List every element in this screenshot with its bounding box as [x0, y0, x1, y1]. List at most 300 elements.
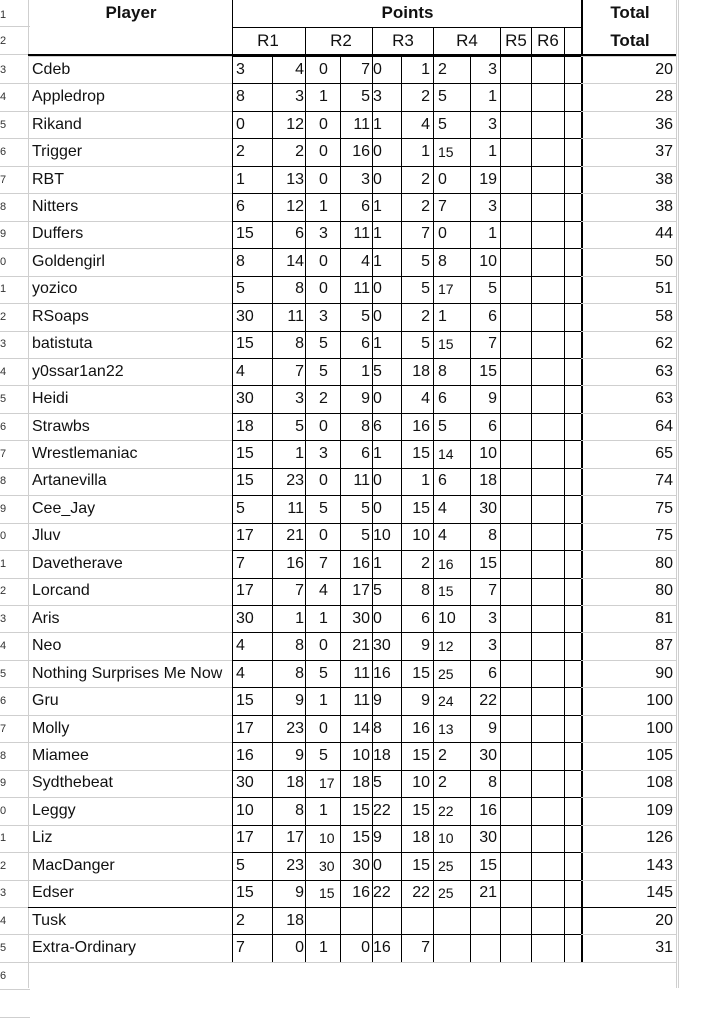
score-cell[interactable]: 5	[488, 280, 497, 298]
total-cell[interactable]: 36	[655, 115, 673, 133]
score-cell[interactable]: 1	[319, 692, 328, 710]
score-cell[interactable]: 11	[287, 499, 304, 517]
score-cell[interactable]: 8	[438, 362, 447, 380]
score-cell[interactable]: 0	[319, 170, 328, 188]
score-cell[interactable]: 16	[352, 554, 370, 572]
score-cell[interactable]: 15	[236, 884, 254, 902]
score-cell[interactable]: 7	[295, 362, 304, 380]
score-cell[interactable]: 10	[236, 801, 254, 819]
score-cell[interactable]: 5	[373, 582, 382, 600]
total-cell[interactable]: 143	[646, 856, 673, 874]
score-cell[interactable]: 16	[479, 801, 497, 819]
score-cell[interactable]: 9	[361, 390, 370, 408]
total-cell[interactable]: 81	[655, 609, 673, 627]
score-cell[interactable]: 5	[373, 362, 382, 380]
score-cell[interactable]: 14	[438, 446, 454, 463]
score-cell[interactable]: 23	[286, 719, 304, 737]
score-cell[interactable]: 2	[295, 143, 304, 161]
total-cell[interactable]: 65	[655, 445, 673, 463]
score-cell[interactable]: 17	[286, 829, 304, 847]
round-header-r6[interactable]: R6	[537, 31, 559, 50]
total-cell[interactable]: 37	[655, 143, 673, 161]
score-cell[interactable]: 10	[479, 252, 497, 270]
score-cell[interactable]: 1	[319, 801, 328, 819]
score-cell[interactable]: 17	[352, 582, 370, 600]
score-cell[interactable]: 10	[438, 609, 456, 627]
score-cell[interactable]: 15	[479, 856, 497, 874]
score-cell[interactable]: 0	[319, 637, 328, 655]
score-cell[interactable]: 7	[438, 197, 447, 215]
score-cell[interactable]: 3	[319, 225, 328, 243]
score-cell[interactable]: 18	[479, 472, 497, 490]
score-cell[interactable]: 4	[438, 499, 447, 517]
score-cell[interactable]: 1	[319, 197, 328, 215]
score-cell[interactable]: 3	[319, 445, 328, 463]
score-cell[interactable]: 0	[319, 252, 328, 270]
score-cell[interactable]: 5	[361, 307, 370, 325]
score-cell[interactable]: 7	[421, 939, 430, 957]
total-cell[interactable]: 108	[646, 774, 673, 792]
score-cell[interactable]: 5	[319, 746, 328, 764]
score-cell[interactable]: 5	[236, 499, 245, 517]
player-name[interactable]: yozico	[32, 280, 78, 298]
player-name[interactable]: Appledrop	[32, 88, 105, 106]
score-cell[interactable]: 23	[286, 856, 304, 874]
score-cell[interactable]: 9	[488, 719, 497, 737]
score-cell[interactable]: 3	[319, 307, 328, 325]
player-name[interactable]: Liz	[32, 829, 53, 847]
score-cell[interactable]: 0	[373, 60, 382, 78]
score-cell[interactable]: 0	[373, 390, 382, 408]
score-cell[interactable]: 7	[319, 554, 328, 572]
total-cell[interactable]: 126	[646, 829, 673, 847]
player-name[interactable]: Extra-Ordinary	[32, 939, 137, 957]
total-cell[interactable]: 105	[646, 746, 673, 764]
score-cell[interactable]: 7	[236, 939, 245, 957]
player-name[interactable]: Jluv	[32, 527, 61, 545]
player-name[interactable]: Aris	[32, 609, 60, 627]
score-cell[interactable]: 13	[438, 720, 454, 737]
score-cell[interactable]: 3	[488, 115, 497, 133]
round-header-r5[interactable]: R5	[505, 31, 527, 50]
score-cell[interactable]: 1	[373, 225, 382, 243]
score-cell[interactable]: 25	[438, 857, 454, 874]
score-cell[interactable]: 22	[373, 801, 391, 819]
score-cell[interactable]: 3	[488, 637, 497, 655]
round-header-r3[interactable]: R3	[392, 31, 414, 50]
score-cell[interactable]: 15	[412, 746, 430, 764]
score-cell[interactable]: 9	[488, 390, 497, 408]
player-name[interactable]: Cee_Jay	[32, 499, 96, 517]
score-cell[interactable]: 3	[295, 390, 304, 408]
score-cell[interactable]: 0	[236, 115, 245, 133]
total-cell[interactable]: 63	[655, 390, 673, 408]
score-cell[interactable]: 15	[319, 885, 335, 902]
score-cell[interactable]: 2	[236, 911, 245, 929]
score-cell[interactable]: 22	[438, 802, 454, 819]
score-cell[interactable]: 11	[287, 307, 304, 325]
score-cell[interactable]: 16	[286, 554, 304, 572]
score-cell[interactable]: 3	[361, 170, 370, 188]
player-name[interactable]: Artanevilla	[32, 472, 107, 490]
score-cell[interactable]: 15	[236, 225, 254, 243]
score-cell[interactable]: 6	[488, 307, 497, 325]
score-cell[interactable]: 1	[488, 143, 497, 161]
score-cell[interactable]: 0	[319, 417, 328, 435]
score-cell[interactable]: 30	[236, 390, 254, 408]
score-cell[interactable]: 17	[236, 719, 254, 737]
score-cell[interactable]: 2	[438, 746, 447, 764]
score-cell[interactable]: 8	[295, 801, 304, 819]
score-cell[interactable]: 3	[236, 60, 245, 78]
round-header-r1[interactable]: R1	[257, 31, 279, 50]
score-cell[interactable]: 16	[373, 664, 391, 682]
score-cell[interactable]: 1	[438, 307, 447, 325]
score-cell[interactable]: 30	[352, 609, 370, 627]
total-cell[interactable]: 44	[655, 225, 673, 243]
player-name[interactable]: Strawbs	[32, 417, 90, 435]
score-cell[interactable]: 10	[319, 830, 335, 847]
score-cell[interactable]: 5	[421, 252, 430, 270]
score-cell[interactable]: 5	[438, 88, 447, 106]
score-cell[interactable]: 10	[412, 527, 430, 545]
total-cell[interactable]: 100	[646, 692, 673, 710]
score-cell[interactable]: 1	[373, 335, 382, 353]
score-cell[interactable]: 8	[488, 527, 497, 545]
score-cell[interactable]: 2	[319, 390, 328, 408]
score-cell[interactable]: 1	[421, 472, 430, 490]
round-header-r2[interactable]: R2	[330, 31, 352, 50]
score-cell[interactable]: 17	[438, 281, 454, 298]
player-name[interactable]: Molly	[32, 719, 70, 737]
score-cell[interactable]: 5	[361, 88, 370, 106]
score-cell[interactable]: 0	[438, 170, 447, 188]
score-cell[interactable]: 7	[361, 60, 370, 78]
score-cell[interactable]: 6	[438, 390, 447, 408]
header-total[interactable]: Total	[610, 3, 650, 22]
score-cell[interactable]: 5	[295, 417, 304, 435]
score-cell[interactable]: 18	[352, 774, 370, 792]
score-cell[interactable]: 16	[412, 719, 430, 737]
score-cell[interactable]: 8	[361, 417, 370, 435]
player-name[interactable]: Trigger	[32, 143, 83, 161]
player-name[interactable]: Neo	[32, 637, 62, 655]
score-cell[interactable]: 4	[421, 390, 430, 408]
score-cell[interactable]: 0	[319, 60, 328, 78]
player-name[interactable]: Miamee	[32, 746, 89, 764]
total-cell[interactable]: 109	[646, 801, 673, 819]
score-cell[interactable]: 1	[421, 60, 430, 78]
score-cell[interactable]: 2	[421, 88, 430, 106]
score-cell[interactable]: 16	[236, 746, 254, 764]
score-cell[interactable]: 21	[352, 637, 370, 655]
score-cell[interactable]: 3	[488, 609, 497, 627]
score-cell[interactable]: 0	[373, 856, 382, 874]
score-cell[interactable]: 0	[319, 280, 328, 298]
score-cell[interactable]: 4	[236, 362, 245, 380]
score-cell[interactable]: 2	[421, 554, 430, 572]
score-cell[interactable]: 11	[353, 280, 370, 298]
score-cell[interactable]: 11	[353, 225, 370, 243]
score-cell[interactable]: 3	[373, 88, 382, 106]
score-cell[interactable]: 17	[236, 527, 254, 545]
score-cell[interactable]: 1	[295, 609, 304, 627]
score-cell[interactable]: 6	[488, 417, 497, 435]
score-cell[interactable]: 4	[236, 664, 245, 682]
score-cell[interactable]: 0	[373, 280, 382, 298]
score-cell[interactable]: 30	[319, 857, 335, 874]
player-name[interactable]: Edser	[32, 884, 74, 902]
total-cell[interactable]: 31	[655, 939, 673, 957]
score-cell[interactable]: 11	[353, 664, 370, 682]
score-cell[interactable]: 18	[373, 746, 391, 764]
score-cell[interactable]: 15	[412, 499, 430, 517]
player-name[interactable]: RBT	[32, 170, 64, 188]
score-cell[interactable]: 10	[373, 527, 391, 545]
player-name[interactable]: Nitters	[32, 197, 79, 215]
score-cell[interactable]: 0	[373, 499, 382, 517]
player-name[interactable]: MacDanger	[32, 856, 115, 874]
score-cell[interactable]: 5	[421, 335, 430, 353]
score-cell[interactable]: 5	[361, 527, 370, 545]
score-cell[interactable]: 11	[353, 472, 370, 490]
score-cell[interactable]: 21	[286, 527, 304, 545]
player-name[interactable]: Leggy	[32, 801, 76, 819]
score-cell[interactable]: 1	[319, 939, 328, 957]
score-cell[interactable]: 25	[438, 665, 454, 682]
score-cell[interactable]: 8	[438, 252, 447, 270]
score-cell[interactable]: 6	[295, 225, 304, 243]
score-cell[interactable]: 7	[421, 225, 430, 243]
score-cell[interactable]: 0	[319, 527, 328, 545]
score-cell[interactable]: 16	[352, 143, 370, 161]
score-cell[interactable]: 13	[286, 170, 304, 188]
score-cell[interactable]: 16	[352, 884, 370, 902]
score-cell[interactable]: 8	[373, 719, 382, 737]
total-cell[interactable]: 20	[655, 60, 673, 78]
header-points[interactable]: Points	[381, 3, 434, 22]
player-name[interactable]: Gru	[32, 692, 59, 710]
score-cell[interactable]: 8	[295, 637, 304, 655]
player-name[interactable]: y0ssar1an22	[32, 362, 124, 380]
score-cell[interactable]: 5	[236, 280, 245, 298]
score-cell[interactable]: 5	[438, 417, 447, 435]
score-cell[interactable]: 0	[361, 939, 370, 957]
total-cell[interactable]: 51	[655, 280, 673, 298]
score-cell[interactable]: 8	[236, 252, 245, 270]
total-cell[interactable]: 100	[646, 719, 673, 737]
score-cell[interactable]: 30	[373, 637, 391, 655]
player-name[interactable]: RSoaps	[32, 307, 89, 325]
score-cell[interactable]: 30	[479, 499, 497, 517]
score-cell[interactable]: 9	[295, 692, 304, 710]
score-cell[interactable]: 2	[421, 197, 430, 215]
score-cell[interactable]: 23	[286, 472, 304, 490]
score-cell[interactable]: 12	[286, 197, 304, 215]
score-cell[interactable]: 9	[295, 746, 304, 764]
header-player[interactable]: Player	[105, 3, 157, 22]
score-cell[interactable]: 7	[295, 582, 304, 600]
total-cell[interactable]: 75	[655, 527, 673, 545]
player-name[interactable]: Sydthebeat	[32, 774, 113, 792]
score-cell[interactable]: 5	[438, 115, 447, 133]
score-cell[interactable]: 18	[236, 417, 254, 435]
score-cell[interactable]: 5	[361, 499, 370, 517]
score-cell[interactable]: 15	[438, 336, 454, 353]
score-cell[interactable]: 10	[479, 445, 497, 463]
score-cell[interactable]: 8	[488, 774, 497, 792]
score-cell[interactable]: 30	[352, 856, 370, 874]
score-cell[interactable]: 30	[479, 829, 497, 847]
score-cell[interactable]: 9	[295, 884, 304, 902]
score-cell[interactable]: 1	[488, 225, 497, 243]
score-cell[interactable]: 8	[295, 335, 304, 353]
score-cell[interactable]: 15	[236, 445, 254, 463]
score-cell[interactable]: 15	[412, 445, 430, 463]
total-cell[interactable]: 38	[655, 170, 673, 188]
score-cell[interactable]: 0	[373, 170, 382, 188]
score-cell[interactable]: 15	[438, 583, 454, 600]
total-cell[interactable]: 63	[655, 362, 673, 380]
player-name[interactable]: Tusk	[32, 911, 67, 929]
score-cell[interactable]: 5	[421, 280, 430, 298]
score-cell[interactable]: 4	[421, 115, 430, 133]
score-cell[interactable]: 10	[412, 774, 430, 792]
total-cell[interactable]: 145	[646, 884, 673, 902]
score-cell[interactable]: 19	[479, 170, 497, 188]
score-cell[interactable]: 0	[373, 307, 382, 325]
score-cell[interactable]: 0	[319, 115, 328, 133]
score-cell[interactable]: 1	[373, 197, 382, 215]
player-name[interactable]: Davetherave	[32, 554, 123, 572]
total-cell[interactable]: 75	[655, 499, 673, 517]
score-cell[interactable]: 0	[319, 719, 328, 737]
score-cell[interactable]: 5	[319, 335, 328, 353]
score-cell[interactable]: 1	[236, 170, 245, 188]
score-cell[interactable]: 18	[412, 829, 430, 847]
score-cell[interactable]: 5	[319, 664, 328, 682]
score-cell[interactable]: 1	[373, 445, 382, 463]
score-cell[interactable]: 6	[373, 417, 382, 435]
score-cell[interactable]: 2	[438, 60, 447, 78]
total-cell[interactable]: 74	[655, 472, 673, 490]
total-cell[interactable]: 62	[655, 335, 673, 353]
score-cell[interactable]: 5	[236, 856, 245, 874]
score-cell[interactable]: 18	[412, 362, 430, 380]
score-cell[interactable]: 5	[319, 499, 328, 517]
score-cell[interactable]: 7	[488, 582, 497, 600]
total-cell[interactable]: 50	[655, 252, 673, 270]
score-cell[interactable]: 15	[352, 801, 370, 819]
score-cell[interactable]: 17	[236, 829, 254, 847]
score-cell[interactable]: 0	[319, 143, 328, 161]
round-header-r4[interactable]: R4	[456, 31, 478, 50]
score-cell[interactable]: 22	[373, 884, 391, 902]
player-name[interactable]: Cdeb	[32, 60, 71, 78]
score-cell[interactable]: 8	[421, 582, 430, 600]
score-cell[interactable]: 0	[373, 609, 382, 627]
player-name[interactable]: Duffers	[32, 225, 84, 243]
score-cell[interactable]: 9	[421, 692, 430, 710]
player-name[interactable]: Lorcand	[32, 582, 90, 600]
score-cell[interactable]: 30	[236, 307, 254, 325]
score-cell[interactable]: 22	[479, 692, 497, 710]
score-cell[interactable]: 8	[236, 88, 245, 106]
score-cell[interactable]: 6	[361, 197, 370, 215]
score-cell[interactable]: 10	[352, 746, 370, 764]
score-cell[interactable]: 6	[488, 664, 497, 682]
score-cell[interactable]: 0	[373, 143, 382, 161]
player-name[interactable]: Nothing Surprises Me Now	[32, 664, 223, 682]
score-cell[interactable]: 21	[479, 884, 497, 902]
score-cell[interactable]: 12	[286, 115, 304, 133]
score-cell[interactable]: 15	[479, 554, 497, 572]
score-cell[interactable]: 17	[319, 775, 335, 792]
score-cell[interactable]: 7	[236, 554, 245, 572]
score-cell[interactable]: 2	[421, 307, 430, 325]
score-cell[interactable]: 9	[373, 829, 382, 847]
score-cell[interactable]: 6	[421, 609, 430, 627]
score-cell[interactable]: 15	[236, 692, 254, 710]
score-cell[interactable]: 1	[421, 143, 430, 161]
header-total-2[interactable]: Total	[610, 31, 650, 50]
score-cell[interactable]: 25	[438, 885, 454, 902]
score-cell[interactable]: 9	[373, 692, 382, 710]
total-cell[interactable]: 20	[655, 911, 673, 929]
player-name[interactable]: Heidi	[32, 390, 69, 408]
score-cell[interactable]: 1	[373, 252, 382, 270]
score-cell[interactable]: 10	[438, 830, 454, 847]
score-cell[interactable]: 14	[286, 252, 304, 270]
total-cell[interactable]: 58	[655, 307, 673, 325]
score-cell[interactable]: 4	[319, 582, 328, 600]
score-cell[interactable]: 4	[361, 252, 370, 270]
score-cell[interactable]: 15	[438, 144, 454, 161]
score-cell[interactable]: 3	[295, 88, 304, 106]
score-cell[interactable]: 17	[236, 582, 254, 600]
score-cell[interactable]: 1	[361, 362, 370, 380]
score-cell[interactable]: 4	[236, 637, 245, 655]
score-cell[interactable]: 14	[352, 719, 370, 737]
score-cell[interactable]: 12	[438, 638, 454, 655]
score-cell[interactable]: 16	[438, 555, 454, 572]
score-cell[interactable]: 8	[295, 664, 304, 682]
score-cell[interactable]: 15	[412, 664, 430, 682]
score-cell[interactable]: 1	[488, 88, 497, 106]
player-name[interactable]: Rikand	[32, 115, 82, 133]
score-cell[interactable]: 6	[438, 472, 447, 490]
score-cell[interactable]: 15	[412, 801, 430, 819]
player-name[interactable]: Wrestlemaniac	[32, 445, 138, 463]
score-cell[interactable]: 5	[373, 774, 382, 792]
total-cell[interactable]: 90	[655, 664, 673, 682]
total-cell[interactable]: 87	[655, 637, 673, 655]
score-cell[interactable]: 30	[479, 746, 497, 764]
score-cell[interactable]: 0	[319, 472, 328, 490]
score-cell[interactable]: 4	[295, 60, 304, 78]
score-cell[interactable]: 18	[286, 774, 304, 792]
score-cell[interactable]: 1	[373, 554, 382, 572]
score-cell[interactable]: 15	[479, 362, 497, 380]
score-cell[interactable]: 6	[361, 445, 370, 463]
score-cell[interactable]: 11	[353, 692, 370, 710]
score-cell[interactable]: 1	[319, 609, 328, 627]
score-cell[interactable]: 24	[438, 693, 454, 710]
score-cell[interactable]: 4	[438, 527, 447, 545]
score-cell[interactable]: 1	[295, 445, 304, 463]
score-cell[interactable]: 9	[421, 637, 430, 655]
score-cell[interactable]: 18	[286, 911, 304, 929]
